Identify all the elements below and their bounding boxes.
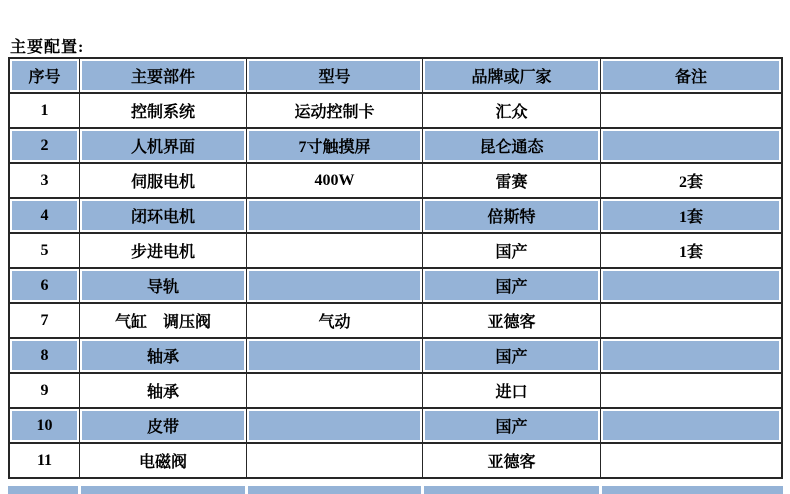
cell-part: 人机界面 [80,129,247,164]
table-row [10,199,781,234]
table-row [10,164,781,199]
cell-model: 气动 [247,304,423,339]
table-row [10,94,781,129]
table-row [10,444,781,477]
cell-brand: 国产 [423,269,601,304]
cell-part: 皮带 [80,409,247,444]
cell-model: 7寸触摸屏 [247,129,423,164]
cell-part: 闭环电机 [80,199,247,234]
cell-part: 伺服电机 [80,164,247,199]
partial-cell [81,486,245,494]
cell-model [247,199,423,234]
cell-note [601,444,781,477]
table-row [10,374,781,409]
header-note: 备注 [601,59,781,94]
cell-model [247,234,423,269]
cell-brand: 雷赛 [423,164,601,199]
cell-no: 11 [10,444,80,477]
cell-no: 3 [10,164,80,199]
cell-brand: 昆仑通态 [423,129,601,164]
table-row [10,129,781,164]
cell-part: 控制系统 [80,94,247,129]
cell-note: 1套 [601,234,781,269]
header-part: 主要部件 [80,59,247,94]
table-row [10,339,781,374]
cell-note [601,129,781,164]
cell-model [247,269,423,304]
cell-model [247,339,423,374]
cell-model: 400W [247,164,423,199]
cell-no: 4 [10,199,80,234]
cell-note [601,374,781,409]
cell-part: 步进电机 [80,234,247,269]
cell-note [601,339,781,374]
cell-no: 8 [10,339,80,374]
table-row [10,269,781,304]
cell-brand: 亚德客 [423,304,601,339]
table-row [10,304,781,339]
partial-next-row [8,486,783,494]
cell-model [247,409,423,444]
header-model: 型号 [247,59,423,94]
cell-model: 运动控制卡 [247,94,423,129]
cell-no: 9 [10,374,80,409]
partial-cell [248,486,421,494]
cell-brand: 进口 [423,374,601,409]
cell-brand: 倍斯特 [423,199,601,234]
partial-cell [424,486,599,494]
cell-part: 轴承 [80,374,247,409]
cell-brand: 亚德客 [423,444,601,477]
partial-cell [8,486,78,494]
cell-no: 10 [10,409,80,444]
cell-model [247,374,423,409]
table-row [10,409,781,444]
partial-cell [602,486,783,494]
cell-no: 6 [10,269,80,304]
cell-note [601,409,781,444]
header-brand: 品牌或厂家 [423,59,601,94]
header-no: 序号 [10,59,80,94]
configuration-table [8,57,783,479]
cell-brand: 国产 [423,409,601,444]
cell-no: 2 [10,129,80,164]
cell-note [601,94,781,129]
cell-part: 导轨 [80,269,247,304]
table-row [10,234,781,269]
cell-model [247,444,423,477]
cell-note [601,304,781,339]
cell-brand: 国产 [423,339,601,374]
table-header-row [10,59,781,94]
cell-note [601,269,781,304]
cell-part: 电磁阀 [80,444,247,477]
cell-brand: 国产 [423,234,601,269]
cell-part: 轴承 [80,339,247,374]
page-title: 主要配置: [10,39,85,56]
cell-part: 气缸 调压阀 [80,304,247,339]
cell-note: 2套 [601,164,781,199]
cell-brand: 汇众 [423,94,601,129]
cell-no: 7 [10,304,80,339]
cell-no: 5 [10,234,80,269]
cell-note: 1套 [601,199,781,234]
cell-no: 1 [10,94,80,129]
